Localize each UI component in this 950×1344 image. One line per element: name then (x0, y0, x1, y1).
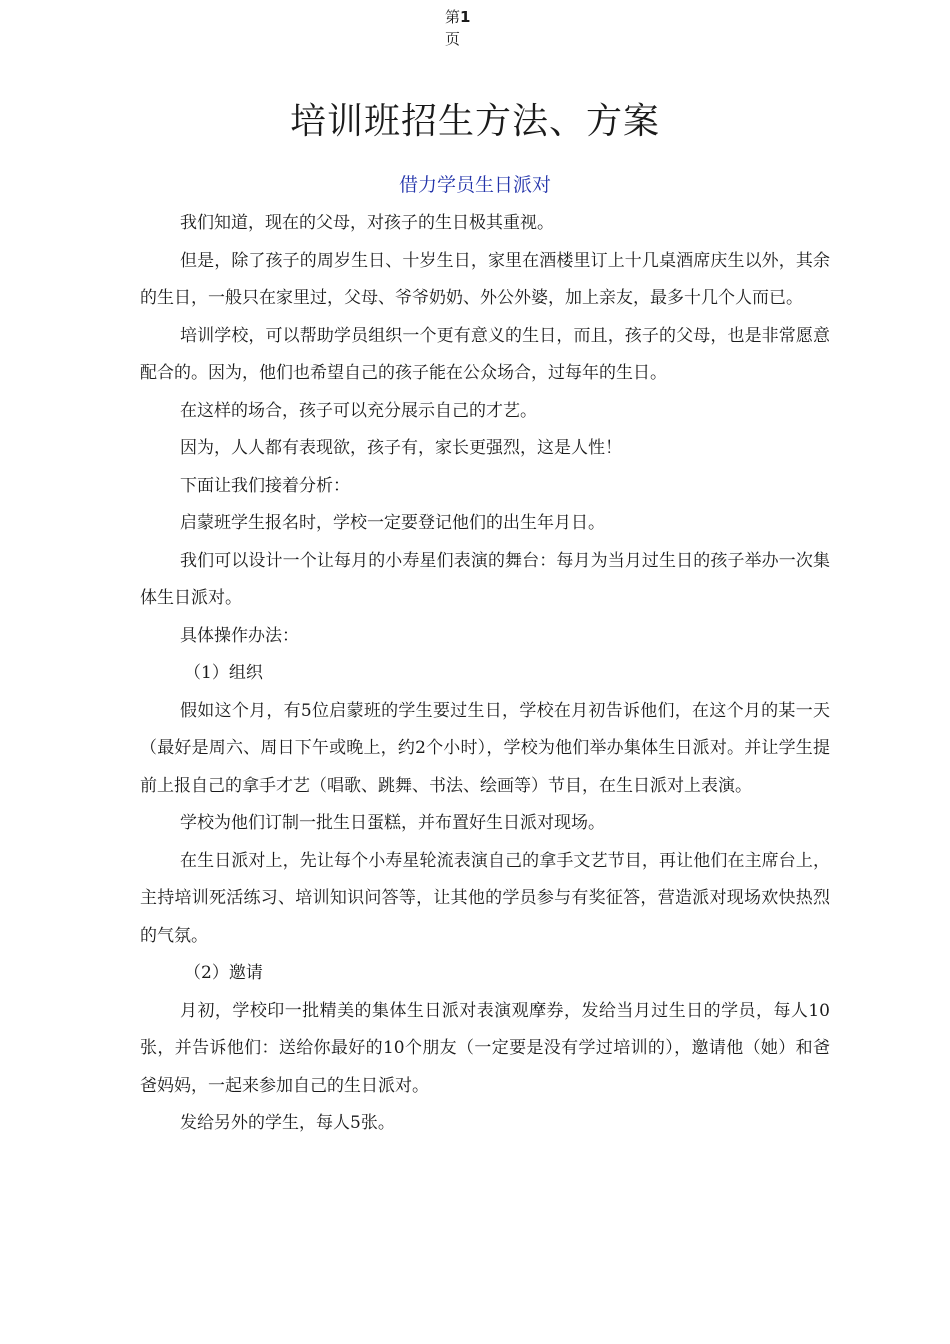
subsection-heading-organize: （1）组织 (184, 663, 263, 683)
paragraph: 但是，除了孩子的周岁生日、十岁生日，家里在酒楼里订上十几桌酒席庆生以外，其余的生日，一般只在家里过，父母、爷爷奶奶、外公外婆，加上亲友，最多十几个人而已。 (140, 250, 830, 308)
paragraph: 启蒙班学生报名时，学校一定要登记他们的出生年月日。 (180, 513, 605, 533)
page-number-prefix: 第 (445, 8, 461, 26)
paragraph: 在这样的场合，孩子可以充分展示自己的才艺。 (180, 400, 537, 421)
paragraph: 发给另外的学生，每人5张。 (180, 1113, 395, 1133)
subsection-heading-invite: （2）邀请 (184, 963, 263, 983)
paragraph: 假如这个月，有5位启蒙班的学生要过生日，学校在月初告诉他们，在这个月的某一天（最好是周六、周日下午或晚上，约2个小时），学校为他们举办集体生日派对。并让学生提前上报自己的拿手才艺（唱歌、跳舞、书法、绘画等）节目，在生日派对上表演。 (140, 700, 830, 796)
paragraph: 在生日派对上，先让每个小寿星轮流表演自己的拿手文艺节目，再让他们在主席台上，主持培训死活练习、培训知识问答等，让其他的学员参与有奖征答，营造派对现场欢快热烈的气氛。 (140, 850, 830, 946)
page-number-value: 1 (460, 8, 471, 26)
section-heading: 借力学员生日派对 (398, 174, 551, 196)
paragraph: 具体操作办法： (180, 625, 299, 646)
page-number-suffix: 页 (445, 30, 461, 48)
page-number-line-1 (445, 6, 485, 28)
paragraph: 下面让我们接着分析： (180, 475, 350, 496)
document-title: 培训班招生方法、方案 (289, 101, 660, 142)
paragraph: 我们可以设计一个让每月的小寿星们表演的舞台：每月为当月过生日的孩子举办一次集体生日派对。 (140, 550, 830, 608)
document-body (140, 205, 830, 1143)
paragraph: 培训学校，可以帮助学员组织一个更有意义的生日，而且，孩子的父母，也是非常愿意配合的。因为，他们也希望自己的孩子能在公众场合，过每年的生日。 (140, 325, 830, 383)
paragraph: 因为，人人都有表现欲，孩子有，家长更强烈，这是人性！ (180, 438, 622, 458)
paragraph: 月初，学校印一批精美的集体生日派对表演观摩券，发给当月过生日的学员，每人10张，并告诉他们：送给你最好的10个朋友（一定要是没有学过培训的），邀请他（她）和爸爸妈妈，一起来参加自己的生日派对。 (140, 1000, 830, 1096)
paragraph: 学校为他们订制一批生日蛋糕，并布置好生日派对现场。 (180, 813, 605, 833)
paragraph: 我们知道，现在的父母，对孩子的生日极其重视。 (180, 213, 554, 233)
page-number (445, 6, 485, 50)
